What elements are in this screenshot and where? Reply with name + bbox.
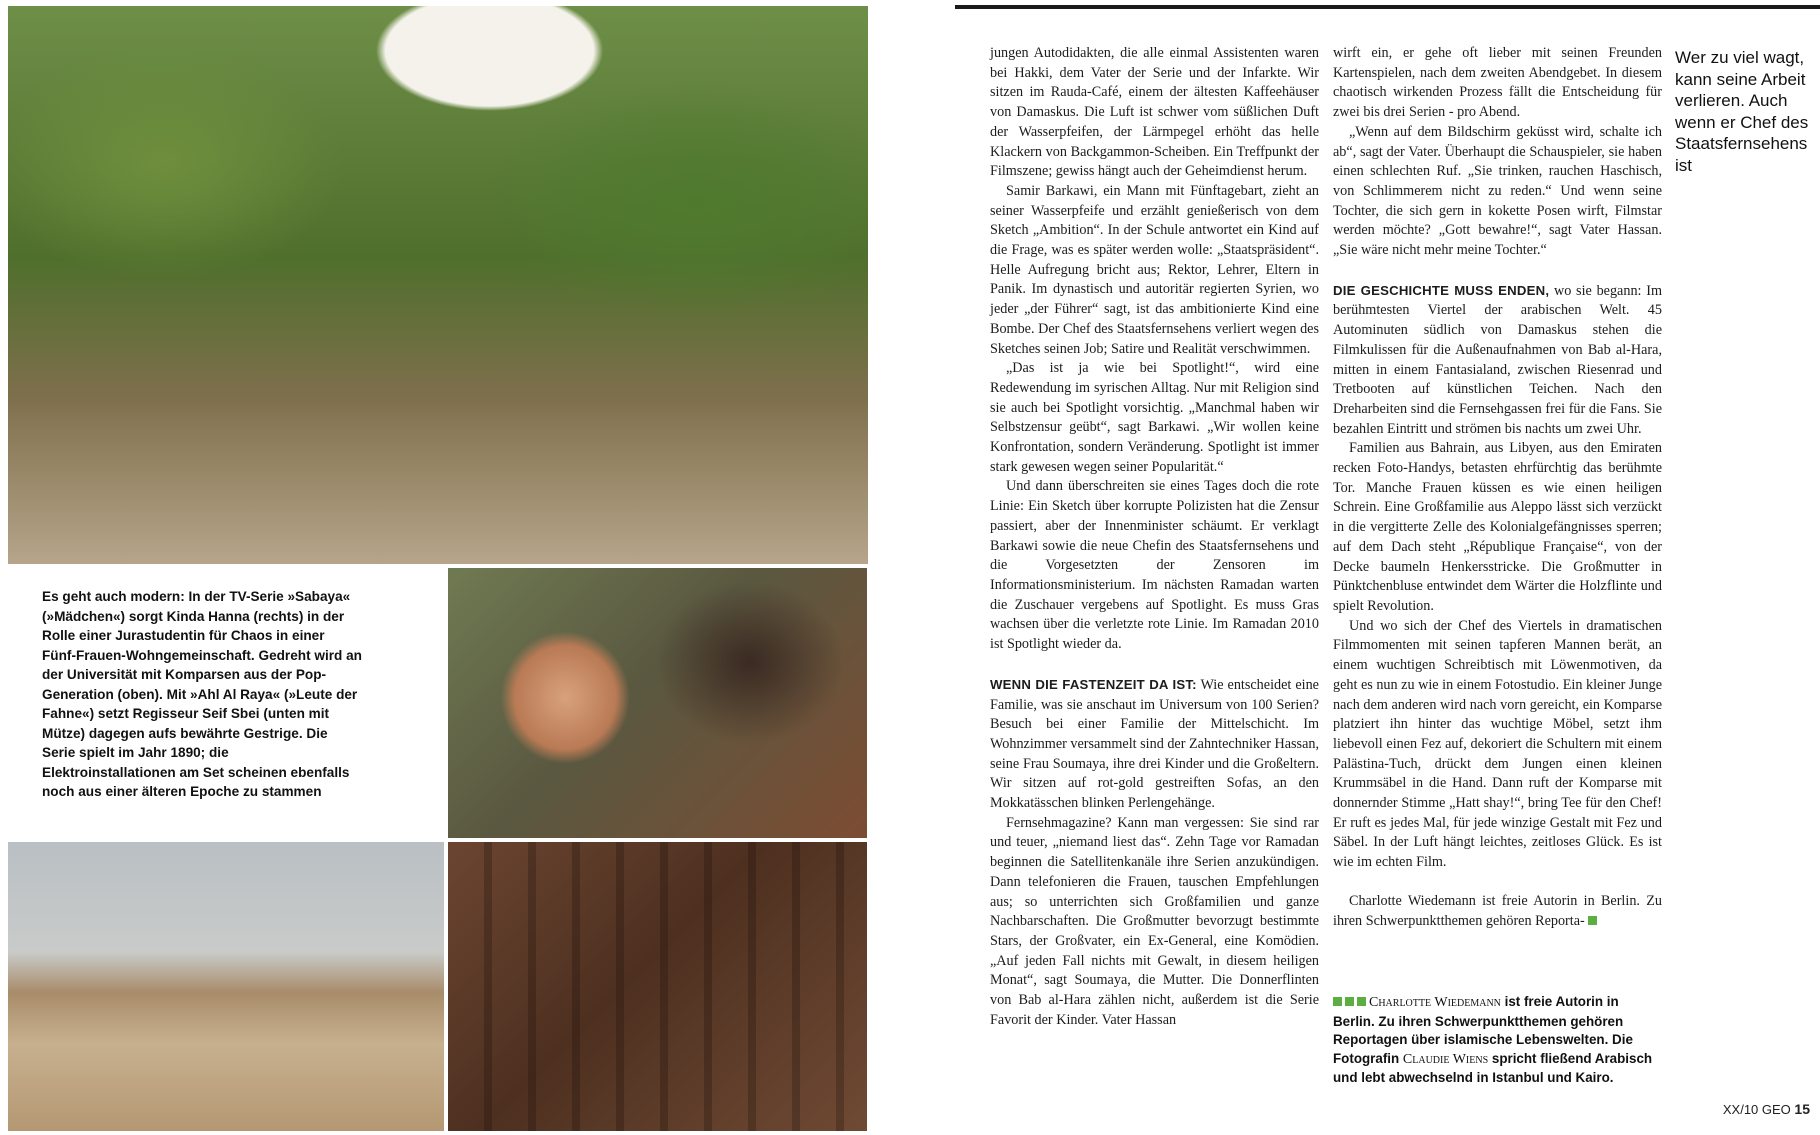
paragraph: Charlotte Wiedemann ist freie Autorin in Berlin. Zu ihren Schwerpunktthemen gehören Reporta-: [1333, 892, 1662, 929]
end-mark-icon: [1588, 916, 1597, 925]
author-name: Charlotte Wiedemann: [1369, 995, 1501, 1010]
bullet-square-icon: [1333, 997, 1342, 1006]
top-rule: [955, 5, 1820, 9]
article-column-1: [990, 44, 1319, 1030]
section-heading: WENN DIE FASTENZEIT DA IST:: [990, 676, 1197, 692]
page-folio: [1723, 1101, 1810, 1117]
paragraph: wirft ein, er gehe oft lieber mit seinen Freunden Kartenspielen, nach dem zweiten Abendgebet. In diesem chaotisch wirkenden Prozess fällt die Entscheidung für zwei bis drei Serien - pro Abend.: [1333, 45, 1662, 121]
paragraph: „Das ist ja wie bei Spotlight!“, wird eine Redewendung im syrischen Alltag. Nur mit Religion sind sie auch bei Spotlight vorsichtig. „Manchmal haben wir Selbstzensur geübt“, sagt Barkawi. „Wir wollen keine Konfrontation, sondern Veränderung. Spotlight ist immer stark gewesen wegen seiner Popularität.“: [990, 360, 1319, 475]
paragraph: Fernsehmagazine? Kann man vergessen: Sie sind rar und teuer, „niemand liest das“. Zehn Tage vor Ramadan beginnen die Satellitenkanäle ihre Serien anzukündigen. Dann telefonieren die Frauen, tauschen Empfehlungen aus; so unterrichten sich Großfamilien und ganze Nachbarschaften. Die Großmutter bevorzugt bestimmte Stars, der Großvater, ein Ex-General, eine Komödien. „Auf jeden Fall nichts mit Gewalt, in diesem heiligen Monat“, sagt Soumaya, die Mutter. Die Donnerflinten von Bab al-Hara zählen nicht, außerdem ist die Serie Favorit der Kinder. Vater Hassan: [990, 814, 1319, 1028]
issue-label: XX/10 GEO: [1722, 1102, 1791, 1117]
article-column-2: [1333, 44, 1662, 931]
paragraph: Und wo sich der Chef des Viertels in dramatischen Filmmomenten mit seinen tapferen Mannen berät, an einem wuchtigen Schreibtisch mit Löwenmotiven, da geht es nun zu wie in einem Fotostudio. Ein kleiner Junge nach dem anderen wird nach vorn gereicht, ein Komparse platziert ihn hinter das wuchtige Möbel, setzt ihm liebevoll einen Fez auf, dekoriert die Schultern mit einem Palästina-Tuch, drückt dem Jungen einen kleinen Krummsäbel in die Hand. Dann ruft der Komparse mit donnernder Stimme „Hatt shay!“, bring Tee für den Chef! Er ruft es jedes Mal, für jede winzige Gestalt mit Fez und Säbel. In der Luft hängt leichtes, zeitloses Glück. Es ist wie im echten Film.: [1333, 617, 1663, 871]
paragraph: Familien aus Bahrain, aus Libyen, aus den Emiraten recken Foto-Handys, betasten ehrfürchtig das berühmte Tor. Manche Frauen küssen es wie einen heiligen Schrein. Eine Großfamilie aus Aleppo lässt sich verzückt in die vergitterte Zelle des Kolonialgefängnisses sperren; auf dem Dach steht „République Française“, von der Decke baumeln Henkersstricke. Die Großmutter in Pünktchenbluse entwindet dem Wärter die Holzflinte und spielt Revolution.: [1333, 440, 1662, 614]
bullet-square-icon: [1345, 997, 1354, 1006]
students-on-bench-photo: [8, 6, 868, 564]
makeup-artist-photo: [448, 568, 867, 838]
paragraph: Samir Barkawi, ein Mann mit Fünftagebart, zieht an seiner Wasserpfeife und erzählt genießerisch von dem Sketch „Ambition“. In der Schule antwortet ein Kind auf die Frage, was es später werden wolle: „Staatspräsident“. Helle Aufregung bricht aus; Rektor, Lehrer, Eltern in Panik. Im dynastisch und autoritär regierten Syrien, wo jeder „der Führer“ sagt, ist das ambitionierte Kind eine Bombe. Der Chef des Staatsfernsehens verliert wegen des Sketches seinen Job; Satire und Realität verschwimmen.: [990, 182, 1319, 357]
desert-film-set-photo: [8, 842, 444, 1131]
photographer-name: Claudie Wiens: [1402, 1051, 1489, 1067]
page-number: 15: [1794, 1101, 1810, 1117]
section-paragraph: [1333, 281, 1662, 440]
section-paragraph: [990, 675, 1319, 814]
paragraph: jungen Autodidakten, die alle einmal Assistenten waren bei Hakki, dem Vater der Serie und der Infarkte. Wir sitzen im Rauda-Café, einem der ältesten Kaffeehäuser von Damaskus. Die Luft ist schwer vom süßlichen Duft der Wasserpfeifen, der Lärmpegel erhöht das helle Klackern von Backgammon-Scheiben. Ein Treffpunkt der Filmszene; gewiss hängt auch der Geheimdienst herum.: [990, 45, 1319, 180]
author-bio: Charlotte Wiedemann ist freie Autorin in Berlin. Zu ihren Schwerpunktthemen gehören Reportagen über islamische Lebenswelten. Die Fotografin Claudie Wiens spricht fließend Arabisch und lebt abwechselnd in Istanbul und Kairo.: [1333, 994, 1653, 1085]
pull-quote: Wer zu viel wagt, kann seine Arbeit verlieren. Auch wenn er Chef des Staatsfernsehens ist: [1675, 48, 1809, 175]
section-text: Wie entscheidet eine Familie, was sie anschaut im Universum von 100 Serien? Besuch bei einer Familie der Mittelschicht. Im Wohnzimmer versammelt sind der Zahntechniker Hassan, seine Frau Soumaya, ihre drei Kinder und die Großeltern. Wir sitzen auf rot-gold gestreiften Sofas, an den Mokkatässchen blinken Perlengehänge.: [990, 676, 1320, 812]
photo-caption: Es geht auch modern: In der TV-Serie »Sabaya« (»Mädchen«) sorgt Kinda Hanna (rechts) in der Rolle einer Jurastudentin für Chaos in einer Fünf-Frauen-Wohngemeinschaft. Gedreht wird an der Universität mit Komparsen aus der Pop-Generation (oben). Mit »Ahl Al Raya« (»Leute der Fahne«) setzt Regisseur Seif Sbei (unten mit Mütze) dagegen aufs bewährte Gestrige. Die Serie spielt im Jahr 1890; die Elektroinstallationen am Set scheinen ebenfalls noch aus einer älteren Epoche zu stammen: [42, 589, 362, 799]
old-switchboard-photo: [448, 842, 867, 1131]
bullet-square-icon: [1357, 997, 1366, 1006]
section-heading: DIE GESCHICHTE MUSS ENDEN,: [1333, 282, 1550, 298]
paragraph: Und dann überschreiten sie eines Tages doch die rote Linie: Ein Sketch über korrupte Polizisten hat die Zensur passiert, aber der Innenminister schäumt. Er verklagt Barkawi sowie die neue Chefin des Staatsfernsehens und die Vorgesetzten der Zensoren im Informationsministerium. Im nächsten Ramadan warten die Zuschauer vergebens auf Spotlight. Es muss Gras wachsen über die verletzte rote Linie. Im Ramadan 2010 ist Spotlight wieder da.: [990, 478, 1319, 653]
section-text: wo sie begann: Im berühmtesten Viertel der arabischen Welt. 45 Autominuten südlich von Damaskus stehen die Filmkulissen für die Außenaufnahmen von Bab al-Hara, mitten in einem Fantasialand, zwischen Riesenrad und Tretbooten auf künstlichen Teichen. Nach den Dreharbeiten sind die Fernsehgassen frei für die Fans. Sie bezahlen Eintritt und strömen bis nachts um zwei Uhr.: [1333, 282, 1663, 437]
paragraph: „Wenn auf dem Bildschirm geküsst wird, schalte ich ab“, sagt der Vater. Überhaupt die Schauspieler, sie haben einen schlechten Ruf. „Sie trinken, rauchen Haschisch, von Schlimmerem nicht zu reden.“ Und wenn seine Tochter, die sich gern in kokette Posen wirft, Filmstar werden möchte? „Gott bewahre!“, sagt Vater Hassan. „Sie wäre nicht mehr meine Tochter.“: [1333, 123, 1662, 259]
